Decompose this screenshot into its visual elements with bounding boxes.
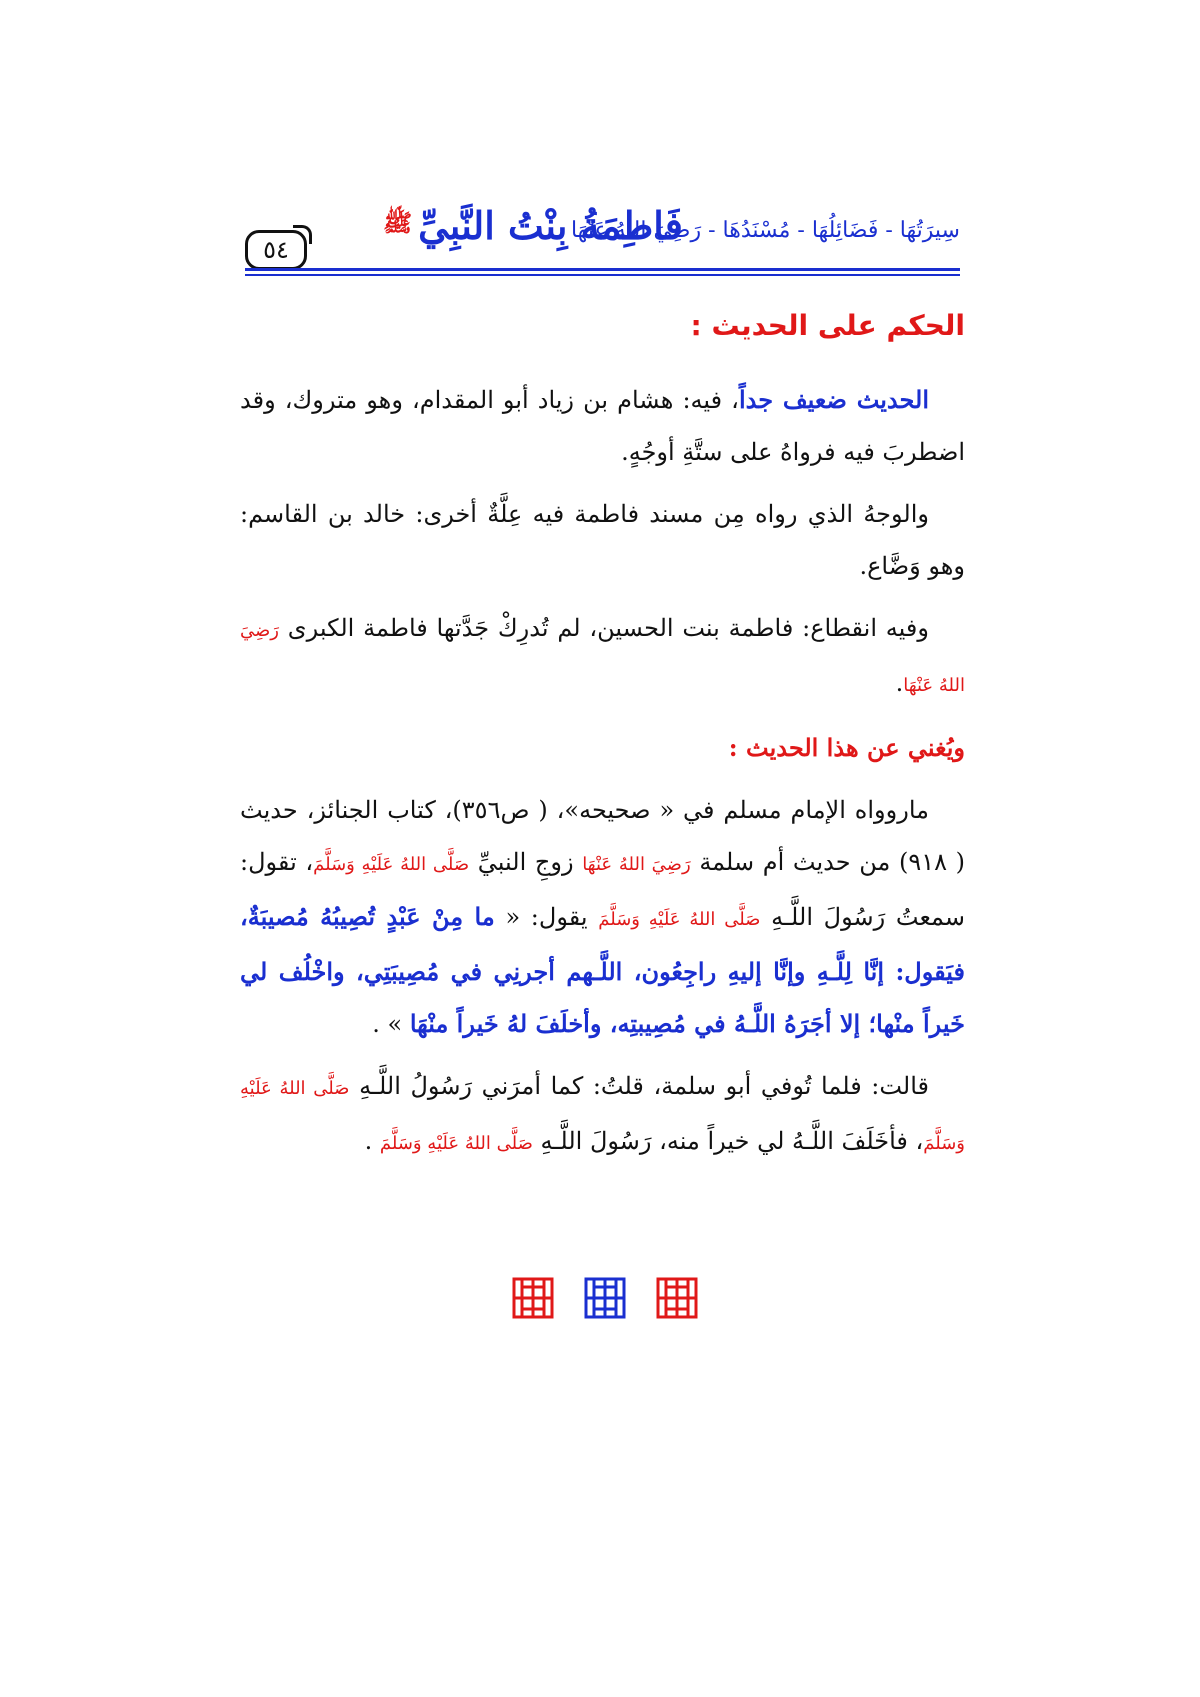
knot-ornament-icon xyxy=(654,1275,700,1321)
paragraph-text: يقول: « xyxy=(505,903,588,931)
paragraph xyxy=(240,602,965,712)
paragraph-text: ، تقول: سمعتُ رَسُولَ اللَّـهِ xyxy=(240,848,966,931)
paragraph-text: ماروواه الإمام مسلم في « صحيحه»، ( ص٣٥٦)، كتاب الجنائز، حديث ( ٩١٨) من حديث أم سلمة xyxy=(240,796,965,876)
honorific: صَلَّى اللهُ عَلَيْهِ وَسَلَّمَ xyxy=(598,909,761,930)
page-header xyxy=(245,190,960,280)
paragraph-text: وفيه انقطاع: فاطمة بنت الحسين، لم تُدرِكْ جَدَّتها فاطمة الكبرى xyxy=(287,614,929,642)
paragraph-text: قالت: فلما تُوفي أبو سلمة، قلتُ: كما أمرَني رَسُولُ اللَّـهِ xyxy=(359,1072,929,1100)
knot-ornament-icon xyxy=(510,1275,556,1321)
knot-ornament-icon xyxy=(582,1275,628,1321)
paragraph-text: ، فأخَلَفَ اللَّـهُ لي خيراً منه، رَسُولَ اللَّـهِ xyxy=(540,1127,924,1155)
paragraph-end: . xyxy=(364,1127,373,1155)
header-rule xyxy=(245,268,960,271)
honorific: رَضِيَ اللهُ عَنْهَا xyxy=(240,620,965,696)
paragraph: والوجهُ الذي رواه مِن مسند فاطمة فيه عِلَّةٌ أخرى: خالد بن القاسم: وهو وَضَّاع. xyxy=(240,500,965,580)
honorific: صَلَّى اللهُ عَلَيْهِ وَسَلَّمَ xyxy=(313,854,470,875)
honorific: صَلَّى اللهُ عَلَيْهِ وَسَلَّمَ xyxy=(379,1133,533,1154)
paragraph xyxy=(240,784,965,1050)
book-subtitle: سِيرَتُهَا - فَضَائِلُهَا - مُسْنَدُهَا - رَضِيَ اللهُ عَنْهَا xyxy=(570,218,960,243)
hadith-text: ما مِنْ عَبْدٍ تُصِيبُهُ مُصيبَةٌ، فيَقول: إنَّا لِلَّـهِ وإنَّا إليهِ راجِعُون، اللَّـهم أجرنِي في مُصِيبَتِي، واخْلُف لي خَيراً منْها؛ إلا أجَرَهُ اللَّـهُ في مُصِيبتِه، وأخلَفَ لهُ خَيراً منْهَا xyxy=(240,902,965,1038)
paragraph-text: ، فيه: هشام بن زياد أبو المقدام، وهو متروك، وقد اضطربَ فيه فرواهُ على ستَّةِ أوجُهٍ. xyxy=(240,386,965,466)
paragraph-end: » . xyxy=(372,1010,403,1038)
paragraph-end: . xyxy=(895,669,904,697)
end-ornaments xyxy=(510,1275,700,1335)
book-title-text: فَاطِمَةُ بِنْتُ النَّبِيِّ xyxy=(418,202,683,248)
header-rule-secondary xyxy=(245,274,960,276)
honorific: صَلَّى اللهُ عَلَيْهِ وَسَلَّمَ xyxy=(240,1078,965,1154)
title-honorific: ﷺ xyxy=(383,207,413,237)
sub-heading: ويُغني عن هذا الحديث : xyxy=(728,733,965,762)
section-heading: الحكم على الحديث : xyxy=(690,309,965,342)
page-number: ٥٤ xyxy=(245,230,307,270)
paragraph xyxy=(240,1060,965,1170)
verdict-text: الحديث ضعيف جداً xyxy=(738,385,930,414)
paragraph-text: زوجِ النبيِّ xyxy=(477,848,574,876)
paragraph xyxy=(240,374,965,478)
honorific: رَضِيَ اللهُ عَنْهَا xyxy=(582,854,691,875)
page-content xyxy=(240,300,965,1180)
